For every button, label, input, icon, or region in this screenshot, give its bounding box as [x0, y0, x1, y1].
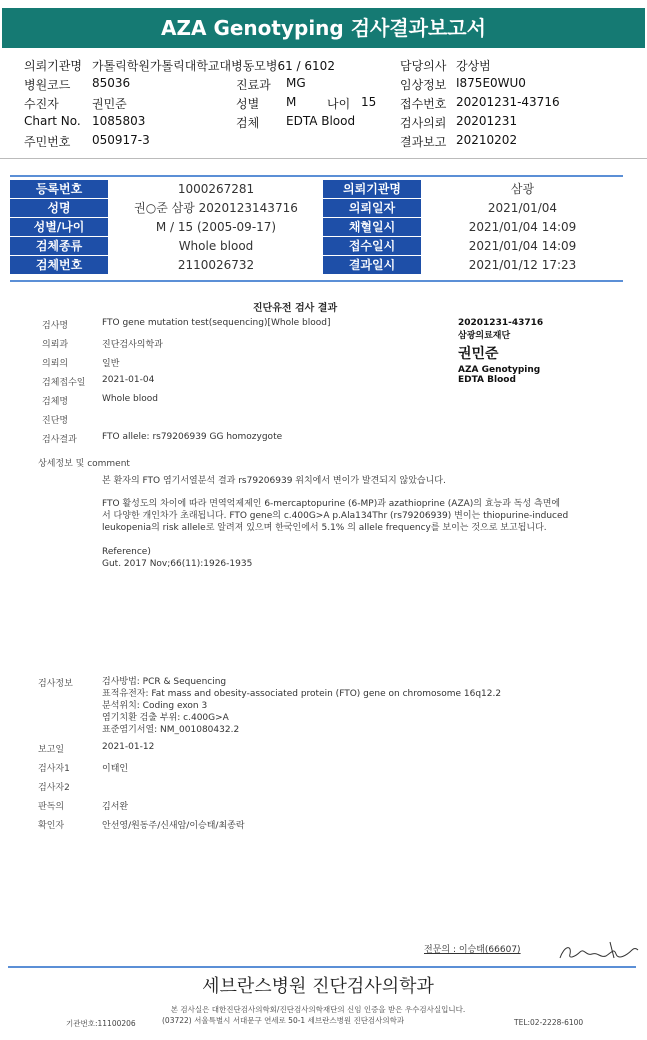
signoff-label-3: 판독의 [38, 802, 65, 812]
header-v2-1: MG [286, 76, 306, 90]
header-v3-1: I875E0WU0 [456, 76, 526, 90]
field-value-4: Whole blood [102, 394, 158, 404]
field-label-6: 검사결과 [42, 435, 77, 445]
table-value-0: 1000267281 [177, 182, 255, 196]
stamp-specimen: EDTA Blood [458, 375, 516, 385]
table-value-2: M / 15 (2005-09-17) [155, 220, 277, 234]
comment-paragraph-1: 본 환자의 FTO 염기서열분석 결과 rs79206939 위치에서 변이가 발견되지 않았습니다. [102, 476, 446, 486]
table-label-0: 등록번호 [10, 180, 108, 198]
footer-institution-code: 기관번호:11100206 [66, 1019, 136, 1028]
comment-reference: Gut. 2017 Nov;66(11):1926-1935 [102, 559, 253, 569]
report-title: AZA Genotyping 검사결과보고서 [2, 8, 645, 48]
footer-tel: TEL:02-2228-6100 [514, 1018, 584, 1027]
section-title: 진단유전 검사 결과 [252, 303, 338, 314]
field-value-2: 일반 [102, 359, 120, 369]
comment-reference-label: Reference) [102, 547, 151, 557]
table-value2-0: 삼광 [510, 182, 535, 196]
table-top-line [10, 175, 623, 177]
signoff-value-0: 2021-01-12 [102, 742, 155, 752]
footer-line [8, 966, 636, 968]
field-label-4: 검체명 [42, 397, 69, 407]
signoff-label-2: 검사자2 [38, 783, 70, 793]
table-label2-0: 의뢰기관명 [323, 180, 421, 198]
table-label-4: 검체번호 [10, 256, 108, 274]
patient-info-table [10, 180, 623, 276]
table-label-1: 성명 [10, 199, 108, 217]
stamp-name: 권민준 [458, 346, 499, 362]
signoff-label-4: 확인자 [38, 821, 65, 831]
table-label-3: 검체종류 [10, 237, 108, 255]
table-value2-4: 2021/01/12 17:23 [468, 258, 577, 272]
header-v1-4: 050917-3 [92, 133, 150, 147]
header-l2-2: 성별 [236, 97, 260, 111]
signoff-label-1: 검사자1 [38, 764, 70, 774]
field-value-1: 진단검사의학과 [102, 340, 163, 350]
exam-info: 검사방법: PCR & Sequencing 표적유전자: Fat mass and obesity-associated protein (FTO) gene on chromosome 16q12.2 분석위치: Coding exon 3 염기치환 검출 부위: c.400G>A 표준염기서열: NM_001080432.2 [102, 677, 502, 735]
comment-label: 상세정보 및 comment [38, 459, 130, 469]
table-value-1: 권○준 삼광 2020123143716 [134, 201, 298, 215]
header-v3-0: 강상범 [456, 59, 491, 73]
table-value-3: Whole blood [178, 239, 254, 253]
header-l1-4: 주민번호 [24, 135, 71, 149]
table-label2-4: 결과일시 [323, 256, 421, 274]
exam-info-label: 검사정보 [38, 679, 73, 689]
table-value-4: 2110026732 [177, 258, 255, 272]
field-value-3: 2021-01-04 [102, 375, 155, 385]
header-v1-0: 가톨릭학원가톨릭대학교대병동모병61 / 6102 [92, 59, 335, 73]
header-l1-0: 의뢰기관명 [24, 59, 82, 73]
footer-hospital: 세브란스병원 진단검사의학과 [202, 976, 434, 997]
table-value2-2: 2021/01/04 14:09 [468, 220, 577, 234]
header-l2-3: 검체 [236, 116, 260, 130]
signoff-label-0: 보고일 [38, 745, 65, 755]
table-bottom-line [10, 280, 623, 282]
table-value2-3: 2021/01/04 14:09 [468, 239, 577, 253]
header-l1-1: 병원코드 [24, 78, 71, 92]
table-label2-2: 채혈일시 [323, 218, 421, 236]
header-v2-2: M [286, 95, 297, 109]
report-header [0, 50, 647, 170]
signature-image [556, 938, 641, 964]
header-v3-4: 20210202 [456, 133, 518, 147]
header-bottom-border [0, 158, 647, 159]
header-v3-2: 20201231-43716 [456, 95, 560, 109]
specialist-line: 전문의 : 이승태(66607) [424, 945, 521, 955]
field-label-2: 의뢰의 [42, 359, 69, 369]
header-l3-1: 임상정보 [400, 78, 447, 92]
stamp-accession: 20201231-43716 [458, 318, 544, 328]
header-l2-1: 진료과 [236, 78, 271, 92]
header-v1-2: 권민준 [92, 97, 127, 111]
header-l1-3: Chart No. [24, 114, 81, 128]
field-value-6: FTO allele: rs79206939 GG homozygote [102, 432, 283, 442]
table-label2-1: 의뢰일자 [323, 199, 421, 217]
field-label-1: 의뢰과 [42, 340, 69, 350]
footer-address: (03722) 서울특별시 서대문구 연세로 50-1 세브란스병원 진단검사의학과 [162, 1016, 405, 1025]
field-label-5: 진단명 [42, 416, 69, 426]
header-l1-2: 수진자 [24, 97, 59, 111]
report-signoff-fields [0, 742, 450, 842]
comment-paragraph-2: FTO 활성도의 차이에 따라 면역억제제인 6-mercaptopurine (6-MP)과 azathioprine (AZA)의 효능과 독성 측면에 서 다양한 개인차가 초래됩니다. FTO gene의 c.400G>A p.Ala134Thr (rs79206939) 변이는 thiopurine-induced leukopenia의 risk allele로 알려져 있으며 한국인에서 5.1% 의 allele frequency를 보이는 것으로 보고됩니다. [102, 499, 569, 533]
header-v1-3: 1085803 [92, 114, 146, 128]
field-label-3: 검체접수일 [42, 378, 86, 388]
header-l3-4: 결과보고 [400, 135, 447, 149]
table-label2-3: 접수일시 [323, 237, 421, 255]
table-value2-1: 2021/01/04 [487, 201, 558, 215]
stamp-org: 삼광의료재단 [458, 331, 511, 341]
header-v3-3: 20201231 [456, 114, 518, 128]
header-v2-3: EDTA Blood [286, 114, 356, 128]
signoff-value-1: 이태인 [102, 764, 129, 774]
table-label-2: 성별/나이 [10, 218, 108, 236]
header-l3-3: 검사의뢰 [400, 116, 447, 130]
signoff-value-4: 안선영/원동주/신새암/이승태/최종락 [102, 821, 245, 831]
header-l3-2: 접수번호 [400, 97, 447, 111]
header-l3-0: 담당의사 [400, 59, 447, 73]
result-fields [0, 318, 450, 458]
header-v1-1: 85036 [92, 76, 131, 90]
stamp-test: AZA Genotyping [458, 365, 541, 375]
stamp [458, 318, 618, 385]
header-age-label: 나이 [327, 97, 351, 111]
field-value-0: FTO gene mutation test(sequencing)[Whole blood] [102, 318, 331, 328]
header-age-value: 15 [361, 95, 377, 109]
footer-certification: 본 검사실은 대한진단검사의학회/진단검사의학재단의 신임 인증을 받은 우수검사실입니다. [170, 1005, 466, 1014]
field-label-0: 검사명 [42, 321, 69, 331]
signoff-value-3: 김서완 [102, 802, 129, 812]
